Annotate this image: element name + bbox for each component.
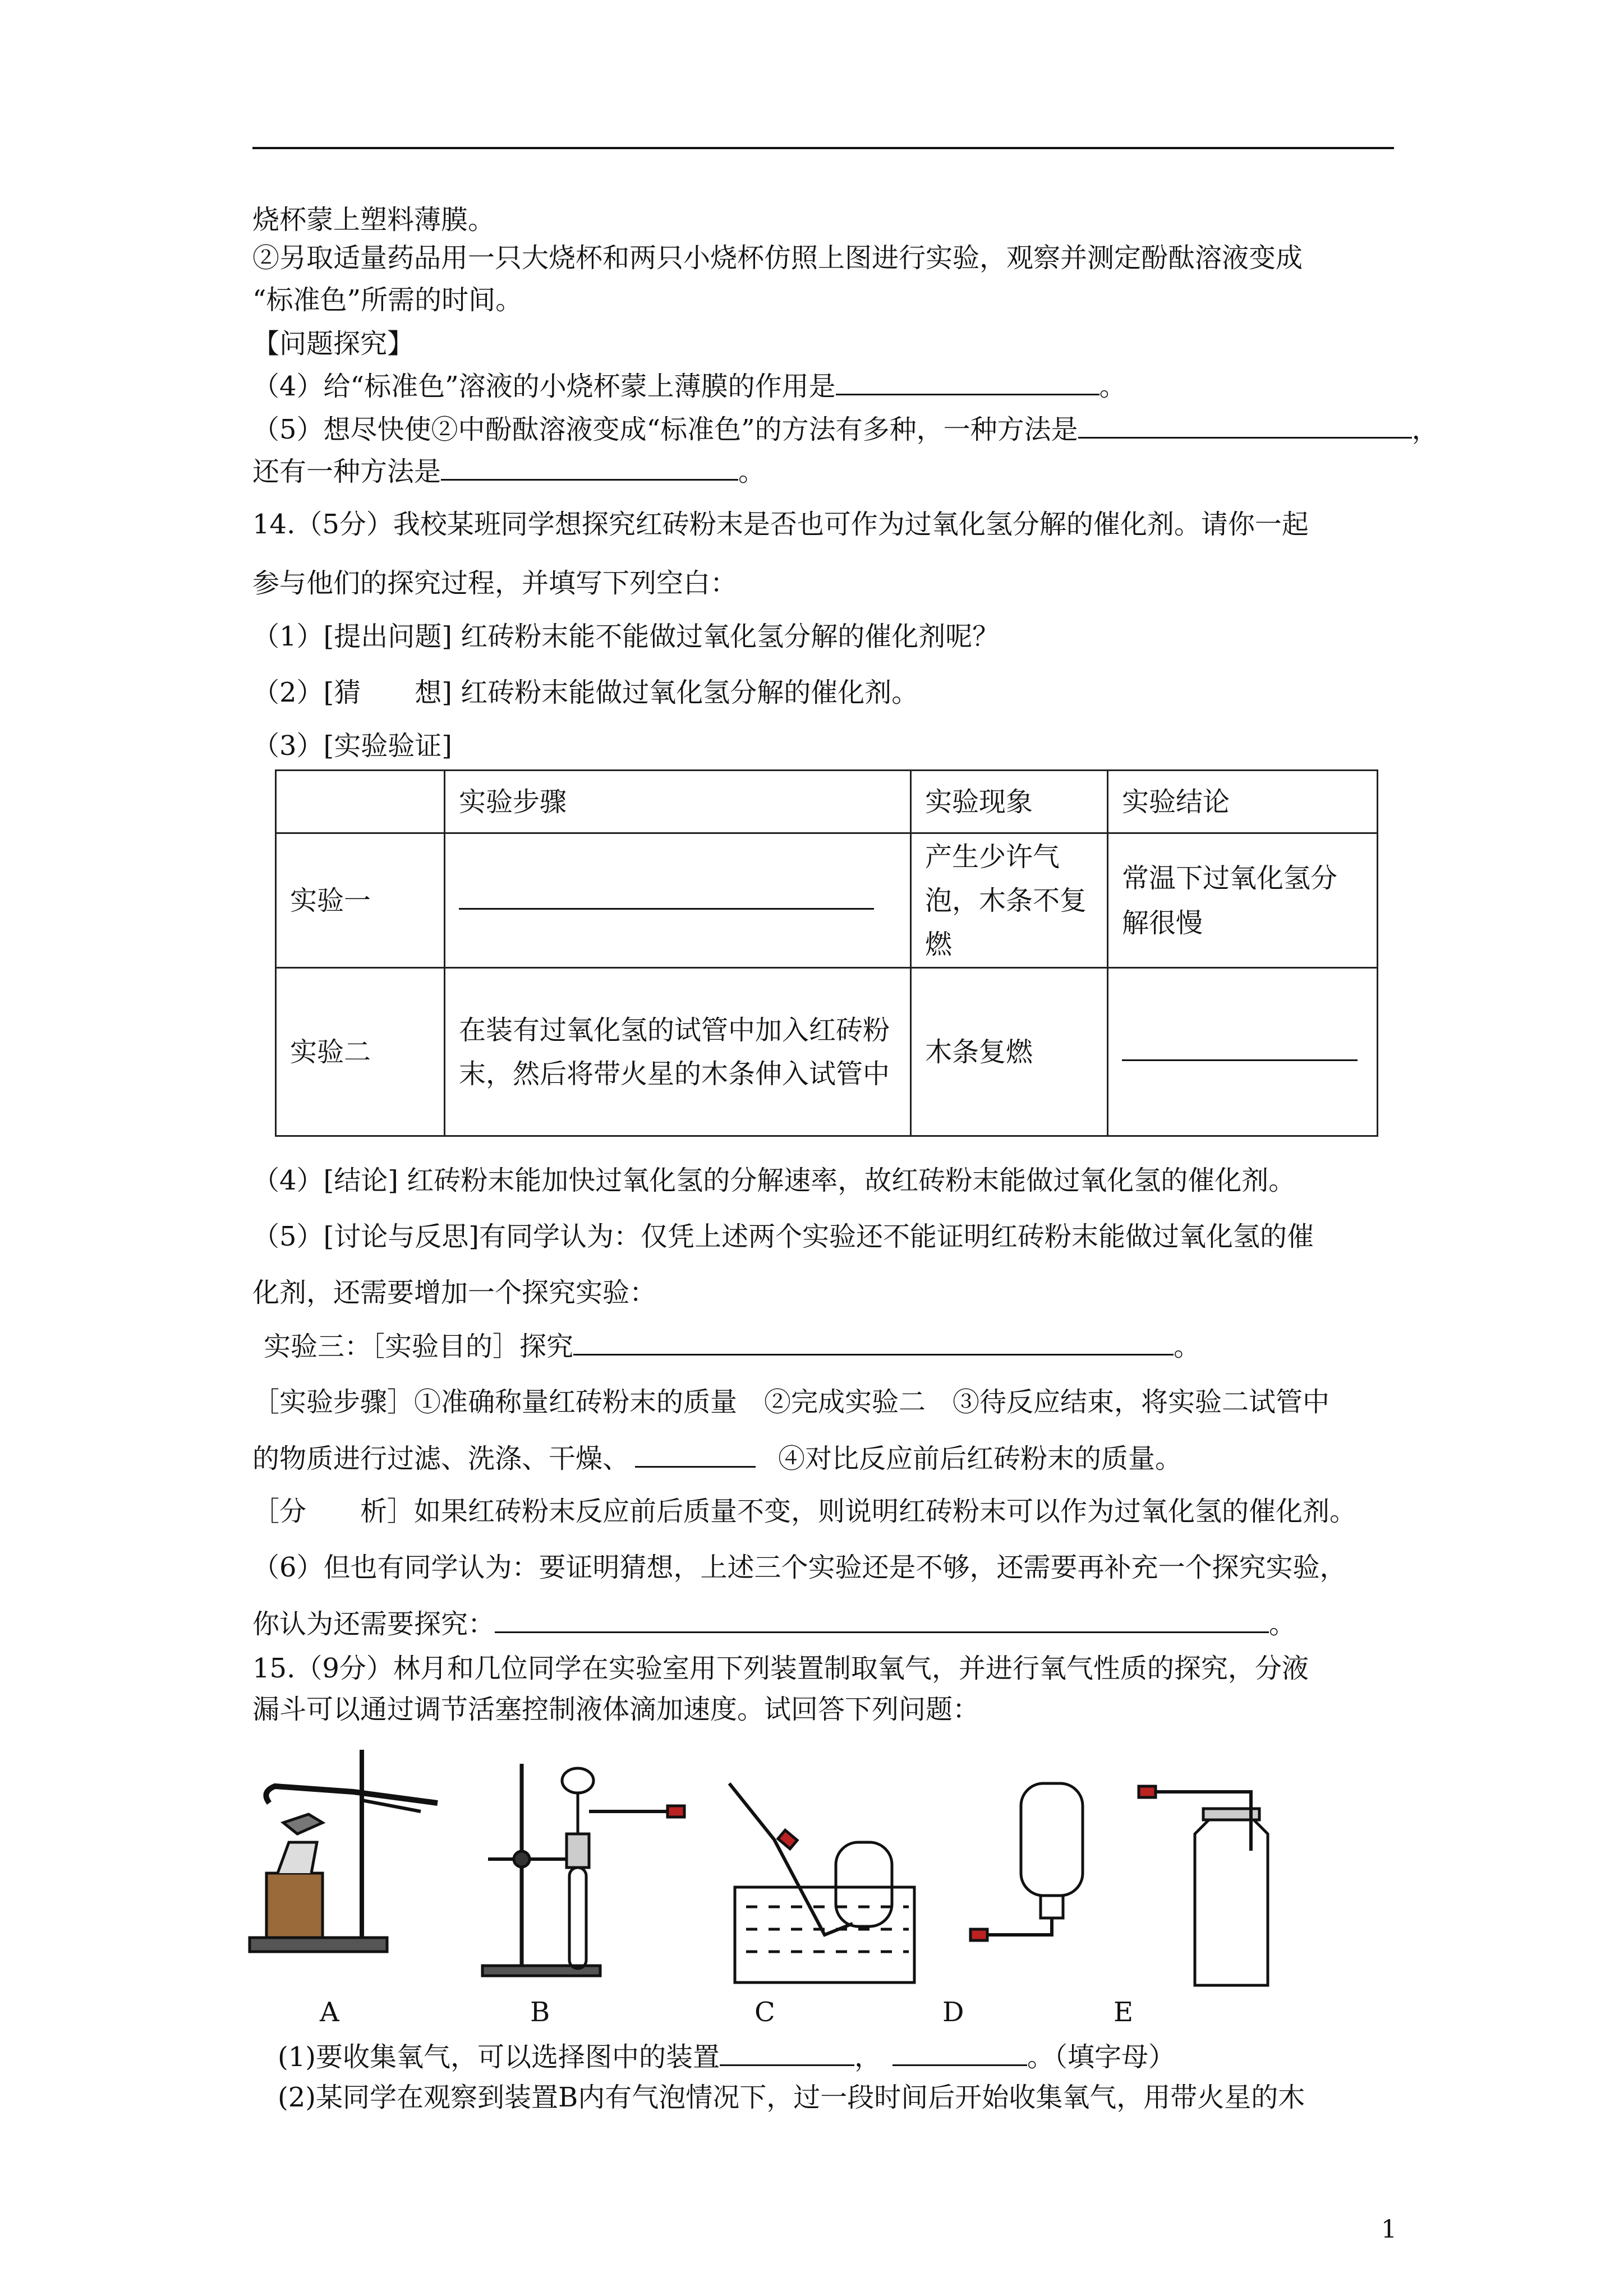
figure-label-b: B (530, 1997, 550, 2028)
table-cell: 常温下过氧化氢分解很慢 (1108, 833, 1378, 968)
answer-blank[interactable] (573, 1329, 1174, 1356)
question-4: （4）给“标准色”溶液的小烧杯蒙上薄膜的作用是 。 (252, 369, 1126, 403)
answer-blank[interactable] (1122, 1031, 1358, 1061)
answer-blank[interactable] (495, 1607, 1269, 1633)
answer-blank[interactable] (459, 880, 874, 910)
apparatus-e (1139, 1786, 1268, 1985)
text-line: “标准色”所需的时间。 (252, 284, 523, 316)
question-14-intro: 14.（5分）我校某班同学想探究红砖粉末是否也可作为过氧化氢分解的催化剂。请你一起 (252, 509, 1309, 540)
answer-blank[interactable] (441, 454, 738, 481)
section-heading: 【问题探究】 (252, 328, 415, 359)
experiment-steps: ［实验步骤］①准确称量红砖粉末的质量 ②完成实验二 ③待反应结束，将实验二试管中 (252, 1386, 1330, 1418)
table-cell (276, 771, 445, 833)
figure-label-c: C (755, 1997, 775, 2028)
question-15-intro: 15.（9分）林月和几位同学在实验室用下列装置制取氧气，并进行氧气性质的探究，分液 (252, 1653, 1309, 1684)
question-14-p3: （3）[实验验证] (252, 730, 452, 762)
question-14-p2: （2）[猜 想] 红砖粉末能做过氧化氢分解的催化剂。 (252, 677, 919, 708)
question-15-s2: (2)某同学在观察到装置B内有气泡情况下，过一段时间后开始收集氧气，用带火星的木 (278, 2082, 1305, 2113)
apparatus-d (970, 1783, 1083, 1940)
question-15-intro: 漏斗可以通过调节活塞控制液体滴加速度。试回答下列问题： (252, 1694, 980, 1725)
question-14-p5: 化剂，还需要增加一个探究实验： (252, 1277, 657, 1308)
table-header-conclusion: 实验结论 (1108, 771, 1378, 833)
header-rule (252, 147, 1394, 149)
answer-blank[interactable] (720, 2040, 854, 2066)
page-number: 1 (1381, 2215, 1397, 2244)
question-14-p6: 你认为还需要探究： 。 (252, 1607, 1296, 1641)
table-row-label: 实验二 (276, 968, 445, 1136)
answer-blank[interactable] (836, 369, 1099, 395)
question-14-p6: （6）但也有同学认为：要证明猜想，上述三个实验还是不够，还需要再补充一个探究实验， (252, 1552, 1347, 1583)
apparatus-a (250, 1750, 438, 1952)
apparatus-b (482, 1764, 684, 1976)
question-14-p1: （1）[提出问题] 红砖粉末能不能做过氧化氢分解的催化剂呢？ (252, 621, 1000, 652)
table-header-phenomenon: 实验现象 (911, 771, 1108, 833)
question-5: （5）想尽快使②中酚酞溶液变成“标准色”的方法有多种，一种方法是 ， (252, 412, 1439, 446)
question-14-intro: 参与他们的探究过程，并填写下列空白： (252, 568, 738, 599)
figure-label-a: A (320, 1997, 339, 2028)
experiment-table (275, 769, 1378, 1137)
apparatus-figure (241, 1739, 1419, 2019)
table-cell-blank (445, 833, 911, 968)
analysis: ［分 析］如果红砖粉末反应前后质量不变，则说明红砖粉末可以作为过氧化氢的催化剂。 (252, 1496, 1357, 1527)
text-line: 烧杯蒙上塑料薄膜。 (252, 204, 495, 236)
table-cell: 在装有过氧化氢的试管中加入红砖粉末，然后将带火星的木条伸入试管中 (445, 968, 911, 1136)
table-row-label: 实验一 (276, 833, 445, 968)
table-cell: 产生少许气泡，木条不复燃 (911, 833, 1108, 968)
question-5-cont: 还有一种方法是 。 (252, 454, 765, 488)
figure-label-d: D (942, 1997, 964, 2028)
experiment-steps: 的物质进行过滤、洗涤、干燥、 ④对比反应前后红砖粉末的质量。 (252, 1441, 1182, 1476)
text-line: ②另取适量药品用一只大烧杯和两只小烧杯仿照上图进行实验，观察并测定酚酞溶液变成 (252, 242, 1303, 274)
apparatus-c (729, 1783, 914, 1983)
experiment-3: 实验三：［实验目的］探究 。 (264, 1329, 1200, 1363)
question-14-p4: （4）[结论] 红砖粉末能加快过氧化氢的分解速率，故红砖粉末能做过氧化氢的催化剂。 (252, 1165, 1296, 1196)
answer-blank[interactable] (892, 2040, 1027, 2066)
table-cell: 木条复燃 (911, 968, 1108, 1136)
figure-label-e: E (1114, 1997, 1134, 2028)
table-cell-blank (1108, 968, 1378, 1136)
answer-blank[interactable] (635, 1441, 756, 1468)
question-15-s1: (1)要收集氧气，可以选择图中的装置 ， 。（填字母） (278, 2040, 1175, 2074)
table-header-steps: 实验步骤 (445, 771, 911, 833)
question-14-p5: （5）[讨论与反思]有同学认为：仅凭上述两个实验还不能证明红砖粉末能做过氧化氢的催 (252, 1221, 1314, 1252)
answer-blank[interactable] (1078, 412, 1412, 439)
